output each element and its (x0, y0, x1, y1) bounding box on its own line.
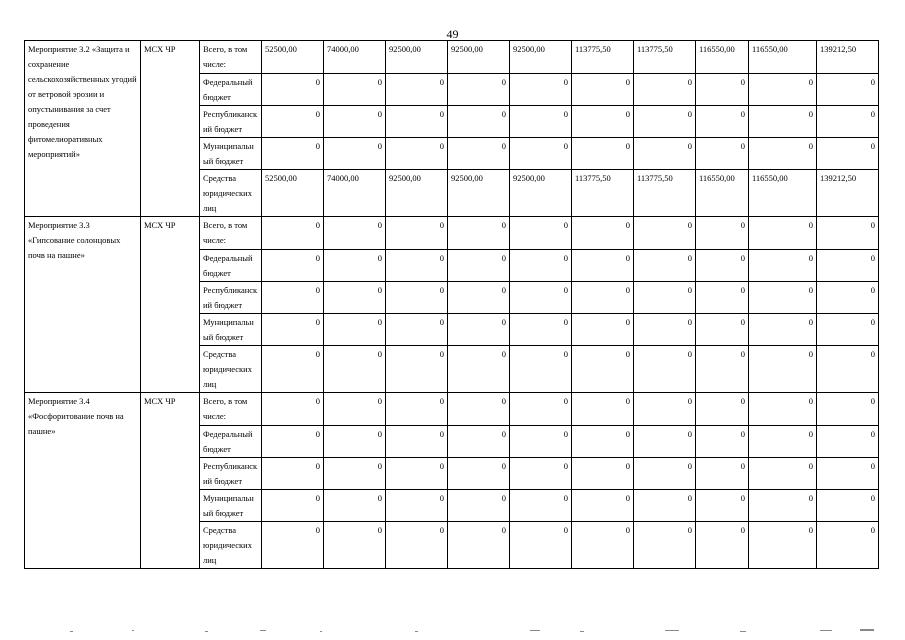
value-cell: 0 (448, 522, 510, 569)
value-cell: 0 (817, 393, 879, 426)
value-cell: 0 (817, 346, 879, 393)
value-cell: 116550,00 (696, 170, 749, 217)
value-cell: 0 (572, 74, 634, 106)
value-cell: 113775,50 (572, 170, 634, 217)
funding-source: Средства юридических лиц (200, 346, 262, 393)
value-cell: 0 (634, 314, 696, 346)
value-cell: 0 (510, 346, 572, 393)
value-cell: 92500,00 (386, 41, 448, 74)
value-cell: 0 (324, 74, 386, 106)
value-cell: 0 (448, 282, 510, 314)
value-cell: 0 (262, 138, 324, 170)
value-cell: 0 (817, 490, 879, 522)
value-cell: 92500,00 (386, 170, 448, 217)
value-cell: 0 (386, 346, 448, 393)
value-cell: 0 (572, 426, 634, 458)
value-cell: 0 (817, 250, 879, 282)
value-cell: 0 (448, 138, 510, 170)
value-cell: 0 (634, 522, 696, 569)
value-cell: 0 (510, 522, 572, 569)
value-cell: 0 (386, 458, 448, 490)
measure-name: Мероприятие 3.4 «Фосфоритование почв на пашне» (25, 393, 141, 569)
value-cell: 0 (749, 138, 817, 170)
value-cell: 0 (696, 282, 749, 314)
value-cell: 0 (262, 314, 324, 346)
value-cell: 0 (324, 282, 386, 314)
value-cell: 0 (386, 250, 448, 282)
value-cell: 0 (696, 74, 749, 106)
value-cell: 0 (386, 74, 448, 106)
table-row (25, 41, 879, 74)
value-cell: 0 (448, 393, 510, 426)
table-body (25, 41, 879, 569)
funding-source: Всего, в том числе: (200, 41, 262, 74)
value-cell: 0 (448, 106, 510, 138)
value-cell: 0 (510, 426, 572, 458)
value-cell: 0 (386, 314, 448, 346)
value-cell: 0 (386, 522, 448, 569)
value-cell: 0 (634, 106, 696, 138)
funding-source: Республиканский бюджет (200, 282, 262, 314)
value-cell: 0 (817, 314, 879, 346)
value-cell: 0 (634, 426, 696, 458)
value-cell: 0 (696, 217, 749, 250)
value-cell: 0 (749, 314, 817, 346)
funding-source: Средства юридических лиц (200, 522, 262, 569)
value-cell: 0 (386, 426, 448, 458)
value-cell: 52500,00 (262, 170, 324, 217)
value-cell: 0 (262, 217, 324, 250)
value-cell: 116550,00 (749, 41, 817, 74)
value-cell: 0 (749, 346, 817, 393)
value-cell: 0 (749, 74, 817, 106)
value-cell: 0 (510, 250, 572, 282)
value-cell: 0 (572, 314, 634, 346)
value-cell: 0 (749, 393, 817, 426)
value-cell: 74000,00 (324, 170, 386, 217)
value-cell: 0 (262, 458, 324, 490)
value-cell: 0 (386, 393, 448, 426)
value-cell: 0 (749, 217, 817, 250)
value-cell: 113775,50 (634, 41, 696, 74)
value-cell: 0 (817, 106, 879, 138)
budget-table (24, 40, 879, 569)
value-cell: 113775,50 (634, 170, 696, 217)
value-cell: 0 (386, 106, 448, 138)
value-cell: 0 (262, 346, 324, 393)
value-cell: 0 (817, 282, 879, 314)
value-cell: 0 (510, 314, 572, 346)
value-cell: 139212,50 (817, 170, 879, 217)
value-cell: 74000,00 (324, 41, 386, 74)
value-cell: 0 (386, 138, 448, 170)
funding-source: Муниципальный бюджет (200, 314, 262, 346)
value-cell: 0 (448, 74, 510, 106)
value-cell: 0 (696, 522, 749, 569)
value-cell: 0 (634, 458, 696, 490)
value-cell: 0 (634, 138, 696, 170)
funding-source: Республиканский бюджет (200, 458, 262, 490)
measure-name: Мероприятие 3.3 «Гипсование солонцовых почв на пашне» (25, 217, 141, 393)
value-cell: 92500,00 (510, 41, 572, 74)
value-cell: 0 (510, 217, 572, 250)
value-cell: 92500,00 (448, 170, 510, 217)
value-cell: 0 (749, 250, 817, 282)
value-cell: 0 (572, 217, 634, 250)
value-cell: 0 (817, 74, 879, 106)
value-cell: 0 (817, 426, 879, 458)
value-cell: 0 (696, 314, 749, 346)
funding-source: Республиканский бюджет (200, 106, 262, 138)
value-cell: 92500,00 (510, 170, 572, 217)
value-cell: 0 (262, 282, 324, 314)
value-cell: 0 (749, 426, 817, 458)
value-cell: 0 (572, 522, 634, 569)
value-cell: 116550,00 (749, 170, 817, 217)
value-cell: 0 (448, 426, 510, 458)
value-cell: 0 (448, 458, 510, 490)
funding-source: Муниципальный бюджет (200, 138, 262, 170)
value-cell: 0 (634, 217, 696, 250)
value-cell: 0 (696, 346, 749, 393)
executor: МСХ ЧР (141, 217, 200, 393)
value-cell: 0 (324, 393, 386, 426)
funding-source: Федеральный бюджет (200, 426, 262, 458)
value-cell: 0 (448, 250, 510, 282)
value-cell: 0 (510, 393, 572, 426)
value-cell: 0 (324, 346, 386, 393)
value-cell: 0 (572, 393, 634, 426)
value-cell: 0 (634, 346, 696, 393)
funding-source: Федеральный бюджет (200, 250, 262, 282)
funding-source: Всего, в том числе: (200, 217, 262, 250)
value-cell: 139212,50 (817, 41, 879, 74)
value-cell: 0 (324, 217, 386, 250)
value-cell: 0 (324, 314, 386, 346)
value-cell: 92500,00 (448, 41, 510, 74)
value-cell: 0 (817, 522, 879, 569)
value-cell: 0 (572, 458, 634, 490)
value-cell: 0 (324, 250, 386, 282)
value-cell: 0 (324, 138, 386, 170)
value-cell: 0 (572, 138, 634, 170)
value-cell: 0 (749, 458, 817, 490)
value-cell: 0 (634, 393, 696, 426)
value-cell: 0 (448, 346, 510, 393)
value-cell: 0 (696, 106, 749, 138)
funding-source: Федеральный бюджет (200, 74, 262, 106)
value-cell: 0 (696, 426, 749, 458)
value-cell: 0 (448, 490, 510, 522)
executor: МСХ ЧР (141, 41, 200, 217)
value-cell: 0 (448, 314, 510, 346)
value-cell: 0 (749, 282, 817, 314)
value-cell: 0 (510, 282, 572, 314)
value-cell: 0 (262, 393, 324, 426)
value-cell: 0 (572, 282, 634, 314)
measure-name: Мероприятие 3.2 «Защита и сохранение сельскохозяйственных угодий от ветровой эрозии и опустынивания за счет проведения фитомелиоративных мероприятий» (25, 41, 141, 217)
value-cell: 0 (324, 458, 386, 490)
value-cell: 0 (386, 490, 448, 522)
value-cell: 0 (262, 490, 324, 522)
value-cell: 0 (324, 426, 386, 458)
value-cell: 0 (262, 426, 324, 458)
value-cell: 0 (324, 106, 386, 138)
scan-noise-dots (60, 628, 880, 634)
value-cell: 0 (696, 490, 749, 522)
value-cell: 0 (696, 138, 749, 170)
value-cell: 0 (634, 74, 696, 106)
value-cell: 0 (572, 490, 634, 522)
value-cell: 0 (386, 217, 448, 250)
funding-source: Всего, в том числе: (200, 393, 262, 426)
value-cell: 0 (817, 458, 879, 490)
value-cell: 0 (749, 522, 817, 569)
funding-source: Средства юридических лиц (200, 170, 262, 217)
funding-source: Муниципальный бюджет (200, 490, 262, 522)
value-cell: 0 (324, 490, 386, 522)
value-cell: 0 (448, 217, 510, 250)
value-cell: 0 (634, 490, 696, 522)
value-cell: 0 (510, 490, 572, 522)
value-cell: 0 (634, 250, 696, 282)
value-cell: 0 (749, 490, 817, 522)
executor: МСХ ЧР (141, 393, 200, 569)
value-cell: 116550,00 (696, 41, 749, 74)
value-cell: 0 (262, 522, 324, 569)
value-cell: 0 (572, 346, 634, 393)
value-cell: 0 (324, 522, 386, 569)
value-cell: 0 (510, 458, 572, 490)
value-cell: 0 (696, 393, 749, 426)
table-row (25, 393, 879, 426)
value-cell: 0 (572, 250, 634, 282)
value-cell: 113775,50 (572, 41, 634, 74)
value-cell: 0 (572, 106, 634, 138)
value-cell: 0 (749, 106, 817, 138)
value-cell: 0 (696, 250, 749, 282)
value-cell: 0 (817, 138, 879, 170)
value-cell: 0 (696, 458, 749, 490)
value-cell: 0 (262, 250, 324, 282)
value-cell: 0 (510, 74, 572, 106)
value-cell: 0 (817, 217, 879, 250)
value-cell: 0 (386, 282, 448, 314)
value-cell: 0 (262, 106, 324, 138)
value-cell: 0 (634, 282, 696, 314)
page-number: 49 (446, 27, 459, 41)
value-cell: 0 (510, 106, 572, 138)
table-row (25, 217, 879, 250)
value-cell: 0 (262, 74, 324, 106)
value-cell: 52500,00 (262, 41, 324, 74)
value-cell: 0 (510, 138, 572, 170)
